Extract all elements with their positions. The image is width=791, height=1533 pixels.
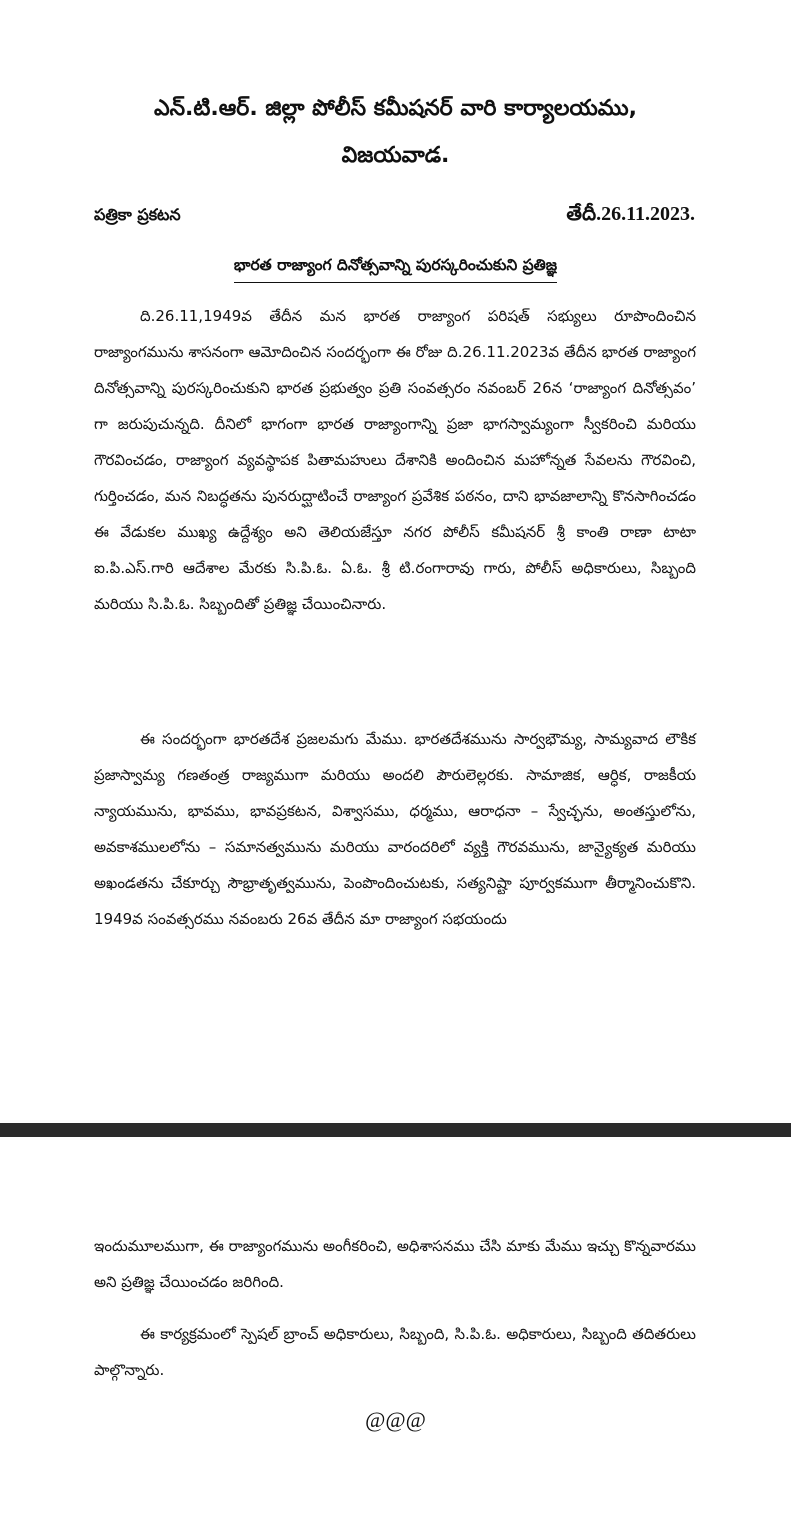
body-paragraph-1: ది.26.11,1949వ తేదీన మన భారత రాజ్యాంగ పరిషత్ సభ్యులు రూపొందించిన రాజ్యాంగమును శాసనంగా ఆమోదించిన సందర్భంగా ఈ రోజు ది.26.11.2023వ తేదీన భారత రాజ్యాంగ దినోత్సవాన్ని పురస్కరించుకుని భారత ప్రభుత్వం ప్రతి సంవత్సరం నవంబర్ 26న ‘రాజ్యాంగ దినోత్సవం’ గా జరుపుచున్నది. దీనిలో భాగంగా భారత రాజ్యాంగాన్ని ప్రజా భాగస్వామ్యంగా స్వీకరించి మరియు గౌరవించడం, రాజ్యాంగ వ్యవస్థాపక పితామహులు దేశానికి అందించిన మహోన్నత సేవలను గౌరవించి, గుర్తించడం, మన నిబద్ధతను పునరుద్ఘాటించే రాజ్యాంగ ప్రవేశిక పఠనం, దాని భావజాలాన్ని కొనసాగించడం ఈ వేడుకల ముఖ్య ఉద్దేశ్యం అని తెలియజేస్తూ నగర పోలీస్ కమీషనర్ శ్రీ కాంతి రాణా టాటా ఐ.పి.ఎస్.గారి ఆదేశాల మేరకు సి.పి.ఓ. ఏ.ఓ. శ్రీ టి.రంగారావు గారు, పోలీస్ అధికారులు, సిబ్బంది మరియు సి.పి.ఓ. సిబ్బందితో ప్రతిజ్ఞ చేయించినారు. — [94, 307, 696, 613]
page-separator — [0, 1123, 791, 1137]
body-paragraph-3: ఇందుమూలముగా, ఈ రాజ్యాంగమును అంగీకరించి, అధిశాసనము చేసి మాకు మేము ఇచ్చు కొన్నవారము అని ప్రతిజ్ఞ చేయించడం జరిగింది. — [94, 1237, 696, 1291]
closing-mark: @@@ — [365, 1407, 426, 1432]
office-city: విజయవాడ. — [341, 143, 450, 168]
body-paragraph-4: ఈ కార్యక్రమంలో స్పెషల్ బ్రాంచ్ అధికారులు, సిబ్బంది, సి.పి.ఓ. అధికారులు, సిబ్బంది తదితరులు పాల్గొన్నారు. — [94, 1325, 696, 1379]
release-date: తేదీ.26.11.2023. — [566, 203, 695, 225]
subject-text: భారత రాజ్యాంగ దినోత్సవాన్ని పురస్కరించుకుని ప్రతిజ్ఞ — [234, 256, 557, 283]
body-paragraph-2: ఈ సందర్భంగా భారతదేశ ప్రజలమగు మేము. భారతదేశమును సార్వభౌమ్య, సామ్యవాద లౌకిక ప్రజాస్వామ్య గణతంత్ర రాజ్యముగా మరియు అందలి పౌరులెల్లరకు. సామాజిక, ఆర్ధిక, రాజకీయ న్యాయమును, భావము, భావప్రకటన, విశ్వాసము, ధర్మము, ఆరాధనా – స్వేచ్ఛను, అంతస్తులోను, అవకాశములలోను – సమానత్వమును మరియు వారందరిలో వ్యక్తి గౌరవమును, జాన్యైక్యత మరియు అఖండతను చేకూర్చు సౌభ్రాతృత్వమును, పెంపొందించుటకు, సత్యనిష్టా పూర్వకముగా తీర్మానించుకొని. 1949వ సంవత్సరము నవంబరు 26వ తేదీన మా రాజ్యాంగ సభయందు — [94, 730, 696, 928]
subject-heading — [0, 256, 791, 283]
office-title: ఎన్.టి.ఆర్. జిల్లా పోలీస్ కమీషనర్ వారి కార్యాలయము, — [153, 96, 638, 121]
press-release-label: పత్రికా ప్రకటన — [94, 205, 181, 224]
